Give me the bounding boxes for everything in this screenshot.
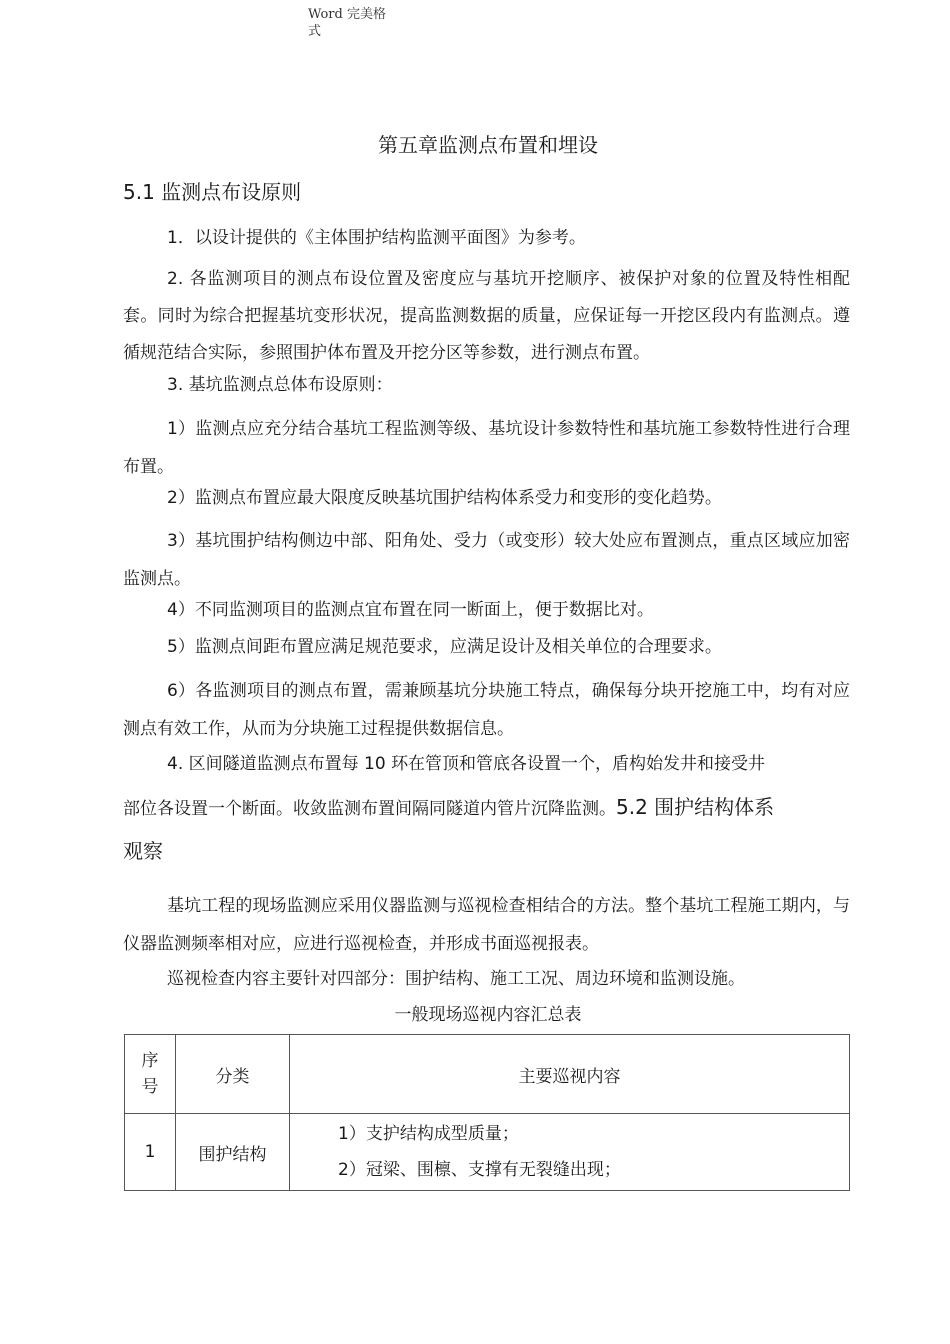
header-content: 主要巡视内容 [290,1035,850,1114]
list-item: 2）冠梁、围檩、支撑有无裂缝出现； [338,1160,621,1180]
header-line-2: 式 [308,24,322,39]
paragraph: 4. 区间隧道监测点布置每 10 环在管顶和管底各设置一个，盾构始发井和接受井 [167,754,766,774]
paragraph: 巡视检查内容主要针对四部分：围护结构、施工工况、周边环境和监测设施。 [167,969,745,989]
section-title: 5.2 围护结构体系 [616,795,775,819]
paragraph: 2）监测点布置应最大限度反映基坑围护结构体系受力和变形的变化趋势。 [167,488,722,508]
inspection-table [124,1034,850,1191]
row-category: 围护结构 [176,1114,290,1191]
header-category: 分类 [176,1035,290,1114]
paragraph: 3）基坑围护结构侧边中部、阳角处、受力（或变形）较大处应布置测点，重点区域应加密监测点。 [123,531,850,589]
paragraph: 基坑工程的现场监测应采用仪器监测与巡视检查相结合的方法。整个基坑工程施工期内，与仪器监测频率相对应，应进行巡视检查，并形成书面巡视报表。 [123,896,850,954]
page-header [308,6,388,40]
row-no: 1 [125,1114,176,1191]
list-item: 1）支护结构成型质量； [338,1124,519,1144]
paragraph: 1．以设计提供的《主体围护结构监测平面图》为参考。 [167,228,586,248]
header-no: 序 号 [125,1035,176,1114]
table-header-row [125,1035,850,1114]
table-caption: 一般现场巡视内容汇总表 [394,1005,582,1025]
table-row [125,1114,850,1191]
paragraph: 6）各监测项目的测点布置，需兼顾基坑分块施工特点，确保每分块开挖施工中，均有对应测点有效工作，从而为分块施工过程提供数据信息。 [123,681,850,739]
paragraph: 2. 各监测项目的测点布设位置及密度应与基坑开挖顺序、被保护对象的位置及特性相配套。同时为综合把握基坑变形状况，提高监测数据的质量，应保证每一开挖区段内有监测点。遵循规范结合实际，参照围护体布置及开挖分区等参数，进行测点布置。 [123,269,850,363]
row-items [290,1114,850,1191]
header-line-1: Word 完美格 [308,7,386,22]
paragraph: 部位各设置一个断面。收敛监测布置间隔同隧道内管片沉降监测。5.2 围护结构体系 [123,795,775,819]
paragraph: 3. 基坑监测点总体布设原则： [167,375,393,395]
section-title-continued: 观察 [123,839,163,863]
section-title: 5.1 监测点布设原则 [123,180,302,204]
paragraph: 4）不同监测项目的监测点宜布置在同一断面上，便于数据比对。 [167,600,654,620]
chapter-title: 第五章监测点布置和埋设 [378,133,598,157]
paragraph: 1）监测点应充分结合基坑工程监测等级、基坑设计参数特性和基坑施工参数特性进行合理布置。 [123,419,850,477]
paragraph: 5）监测点间距布置应满足规范要求，应满足设计及相关单位的合理要求。 [167,637,722,657]
